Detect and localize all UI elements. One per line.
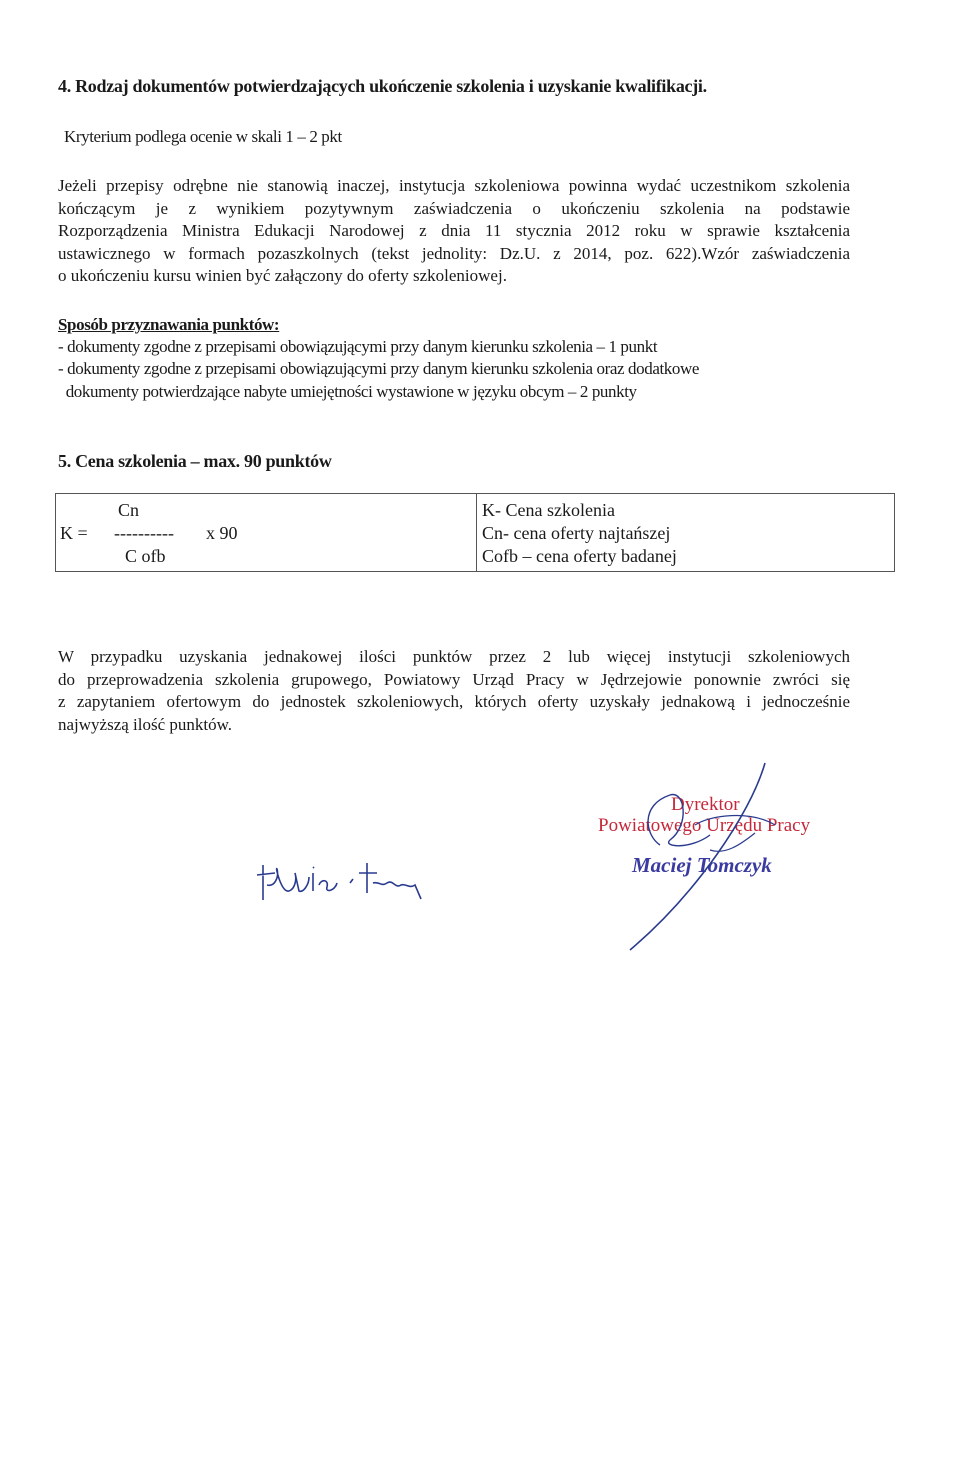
paragraph-line: ustawicznego w formach pozaszkolnych (tekst jednolity: Dz.U. z 2014, poz. 622).Wzór zaświadczenia bbox=[58, 243, 850, 263]
scoring-line: dokumenty potwierdzające nabyte umiejętności wystawione w języku obcym – 2 punkty bbox=[58, 382, 637, 401]
section-4-title: 4. Rodzaj dokumentów potwierdzających ukończenie szkolenia i uzyskanie kwalifikacji. bbox=[58, 76, 707, 96]
stamp-name: Maciej Tomczyk bbox=[632, 853, 772, 877]
section-5-title: 5. Cena szkolenia – max. 90 punktów bbox=[58, 451, 332, 471]
paragraph-line: Jeżeli przepisy odrębne nie stanowią inaczej, instytucja szkoleniowa powinna wydać uczestnikom szkolenia bbox=[58, 176, 850, 195]
director-signature-icon bbox=[600, 755, 800, 960]
paragraph-line: o ukończeniu kursu winien być załączony do oferty szkoleniowej. bbox=[58, 266, 507, 285]
paragraph-line: W przypadku uzyskania jednakowej ilości punktów przez 2 lub więcej instytucji szkoleniowych bbox=[58, 647, 850, 666]
paragraph-line: Rozporządzenia Ministra Edukacji Narodowej z dnia 11 stycznia 2012 roku w sprawie kształcenia bbox=[58, 221, 850, 240]
price-formula-table bbox=[55, 493, 895, 572]
scoring-line: - dokumenty zgodne z przepisami obowiązującymi przy danym kierunku szkolenia oraz dodatkowe bbox=[58, 359, 700, 378]
formula-multiplier: x 90 bbox=[206, 523, 238, 543]
paragraph-line: najwyższą ilość punktów. bbox=[58, 714, 233, 734]
scoring-heading: Sposób przyznawania punktów: bbox=[58, 315, 280, 334]
scoring-line: - dokumenty zgodne z przepisami obowiązującymi przy danym kierunku szkolenia – 1 punkt bbox=[58, 337, 658, 356]
section-4-paragraph bbox=[58, 175, 850, 288]
paragraph-line: z zapytaniem ofertowym do jednostek szkoleniowych, których oferty uzyskały jednakową i jednocześnie bbox=[58, 692, 850, 711]
criterion-text: Kryterium podlega ocenie w skali 1 – 2 pkt bbox=[64, 127, 342, 146]
formula-lhs: K = bbox=[60, 523, 88, 543]
definition-cn: Cn- cena oferty najtańszej bbox=[482, 523, 671, 543]
stamp-office: Powiatowego Urzędu Pracy bbox=[598, 815, 811, 836]
formula-denominator: C ofb bbox=[125, 546, 166, 566]
formula-numerator: Cn bbox=[118, 500, 140, 520]
stamp-title: Dyrektor bbox=[671, 794, 740, 815]
definition-k: K- Cena szkolenia bbox=[482, 500, 615, 520]
handwritten-signature-icon bbox=[255, 855, 455, 915]
definition-cofb: Cofb – cena oferty badanej bbox=[482, 546, 677, 566]
table-divider bbox=[476, 494, 477, 571]
tie-paragraph bbox=[58, 646, 850, 736]
paragraph-line: do przeprowadzenia szkolenia grupowego, Powiatowy Urząd Pracy w Jędrzejowie ponownie zwróci się bbox=[58, 669, 850, 689]
paragraph-line: kończącym je z wynikiem pozytywnym zaświadczenia o ukończeniu szkolenia na podstawie bbox=[58, 198, 850, 218]
formula-fraction-bar: ---------- bbox=[114, 523, 174, 543]
